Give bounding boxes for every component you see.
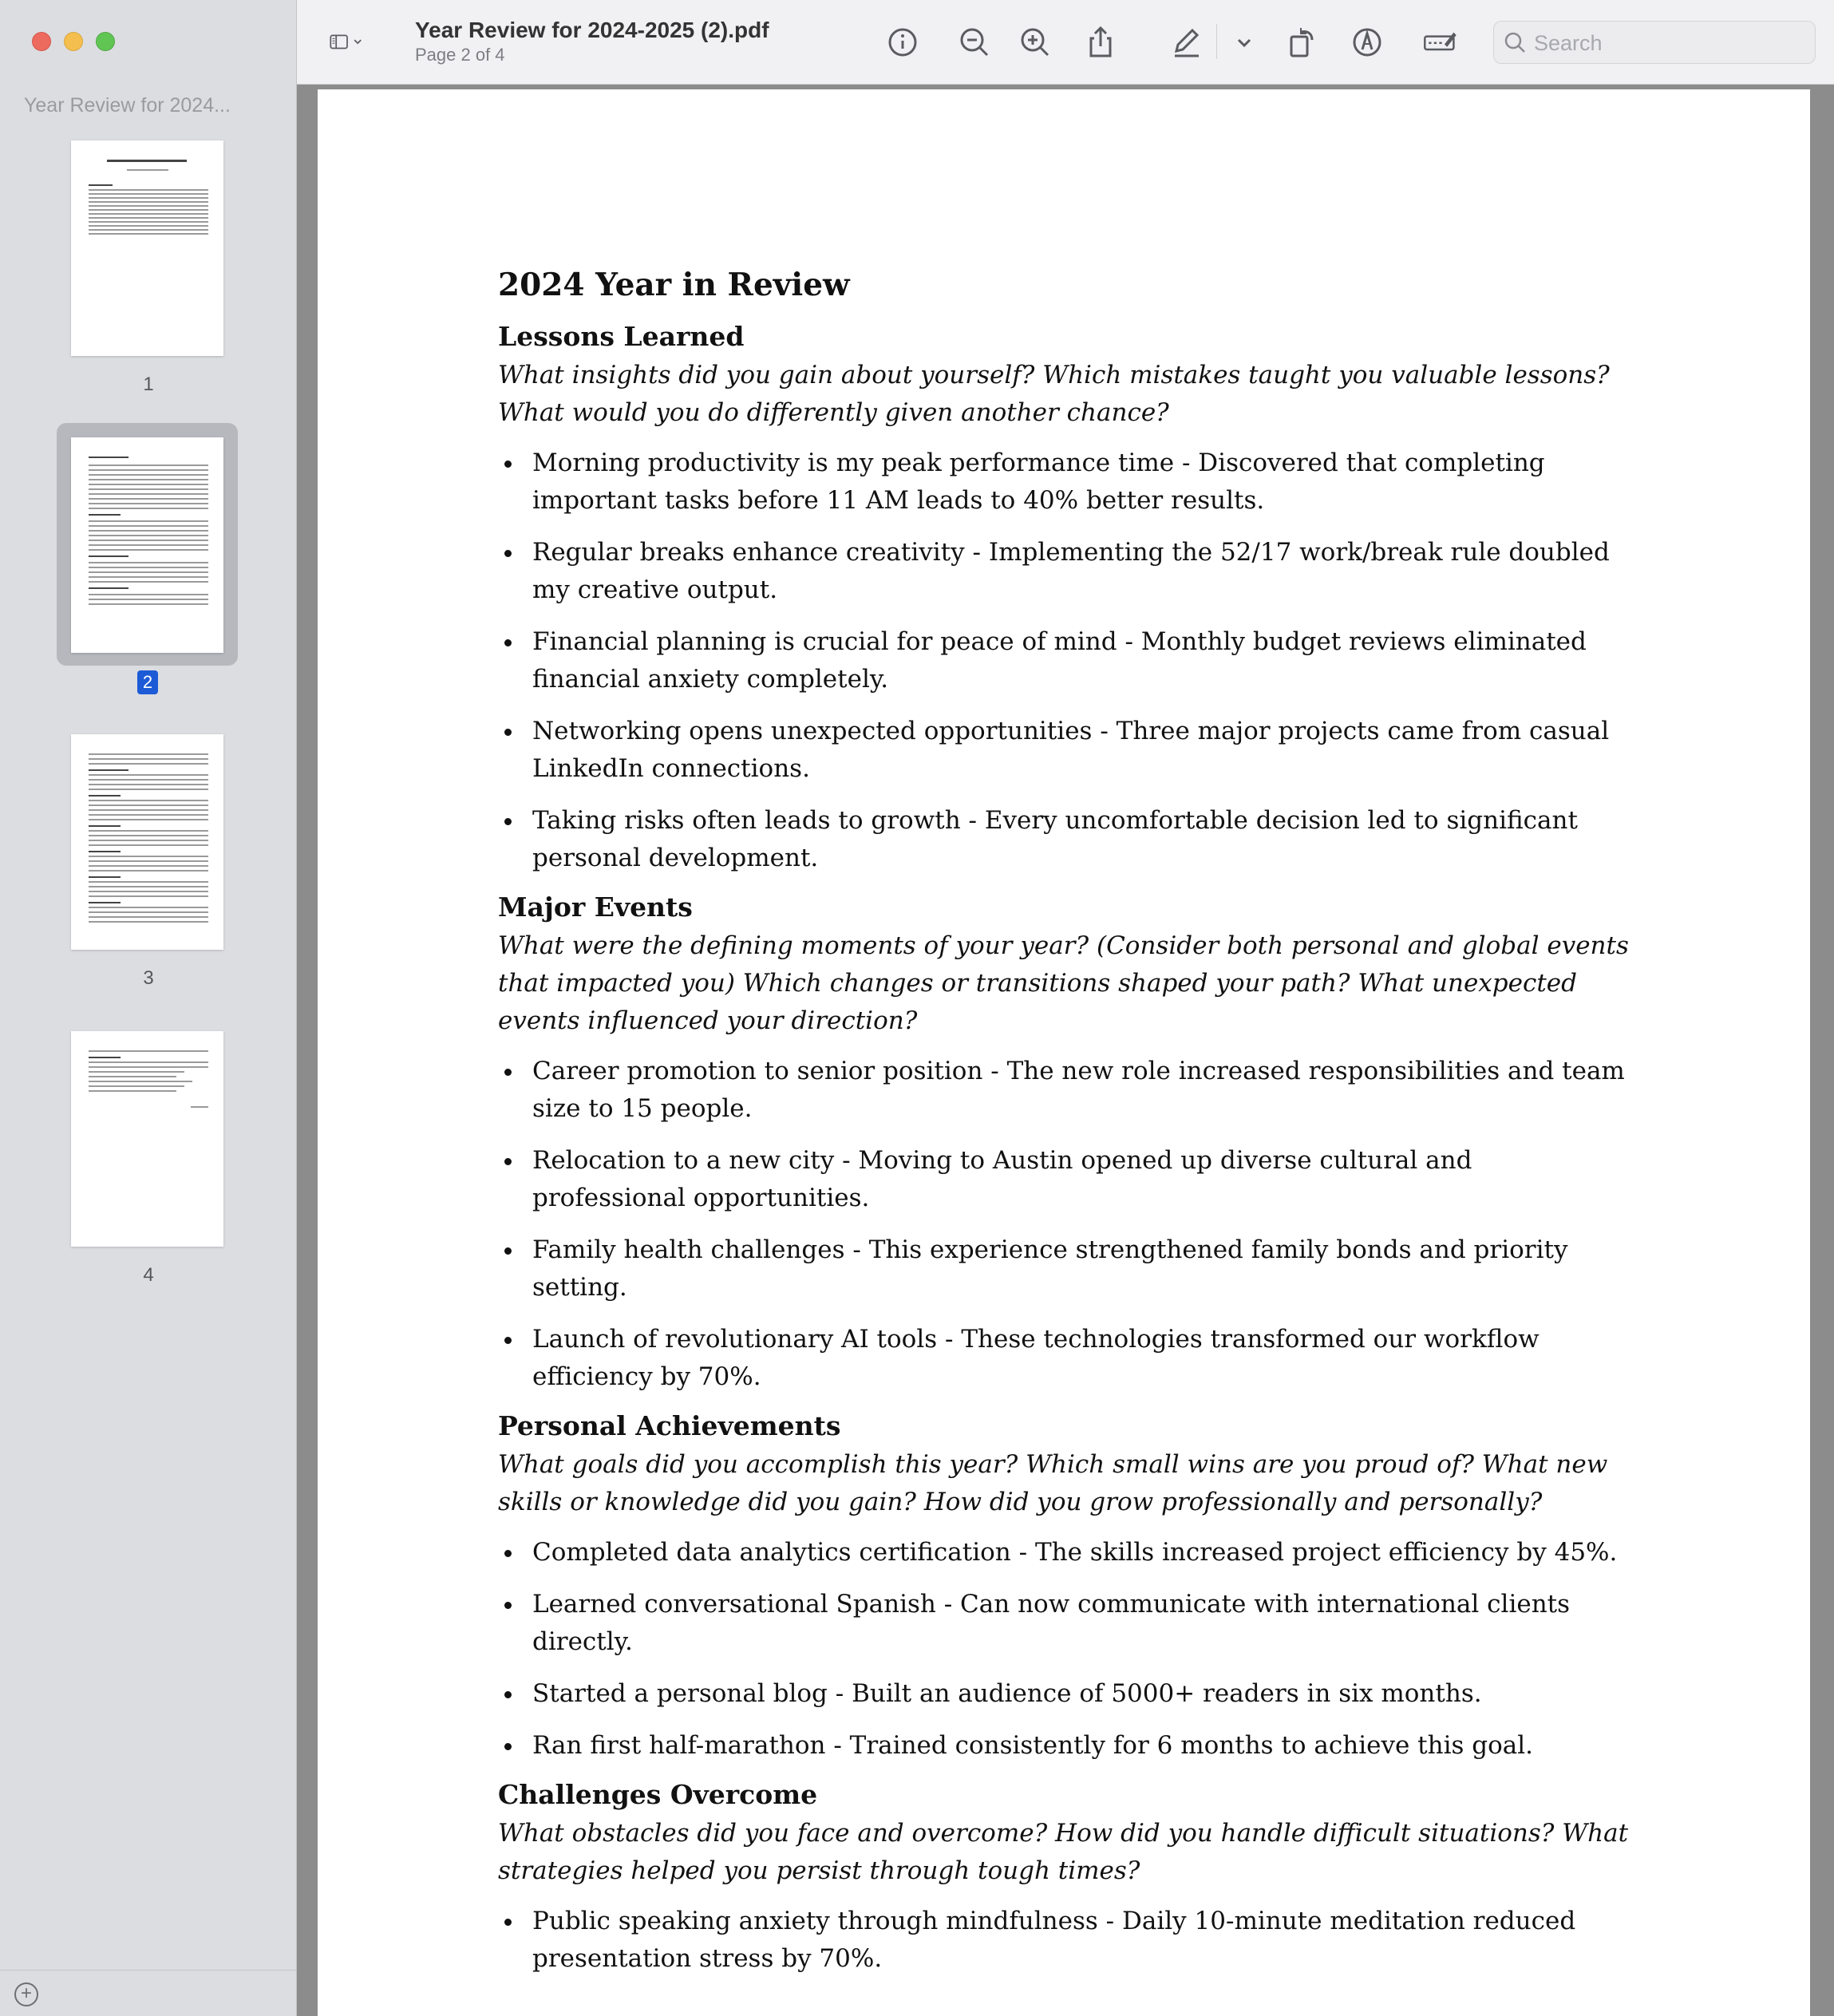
thumbnail-label-1: 1 (143, 374, 154, 395)
section-title-achievements: Personal Achievements (498, 1410, 841, 1441)
list-item: Started a personal blog - Built an audience of 5000+ readers in six months. (498, 1675, 1631, 1713)
list-item: Taking risks often leads to growth - Every uncomfortable decision led to significant personal development. (498, 802, 1631, 877)
section-title-events: Major Events (498, 891, 693, 923)
section-list-achievements (498, 1534, 1631, 1765)
search-field[interactable] (1493, 21, 1816, 64)
chevron-down-icon (1226, 24, 1263, 61)
section-prompt-challenges: What obstacles did you face and overcome? How did you handle difficult situations? What strategies helped you persist through tough times? (498, 1819, 1629, 1885)
thumbnail-page-4[interactable] (71, 1031, 223, 1247)
thumbnail-label-2: 2 (137, 670, 158, 694)
zoom-out-button[interactable] (956, 24, 993, 61)
markup-button[interactable] (1168, 24, 1205, 61)
list-item: Learned conversational Spanish - Can now communicate with international clients directly. (498, 1586, 1631, 1661)
minimize-window-button[interactable] (64, 32, 83, 51)
pdf-page (318, 89, 1810, 2016)
zoom-in-button[interactable] (1017, 24, 1053, 61)
markup-menu-button[interactable] (1226, 24, 1250, 61)
window-controls (32, 32, 115, 51)
form-filling-button[interactable] (1422, 24, 1467, 61)
list-item: Financial planning is crucial for peace of mind - Monthly budget reviews eliminated financial anxiety completely. (498, 623, 1631, 698)
list-item: Networking opens unexpected opportunities - Three major projects came from casual LinkedIn connections. (498, 713, 1631, 788)
list-item: Regular breaks enhance creativity - Implementing the 52/17 work/break rule doubled my creative output. (498, 534, 1631, 609)
section-list-lessons (498, 445, 1631, 877)
search-icon (1502, 30, 1529, 57)
page-content (498, 267, 1631, 1978)
page-heading: 2024 Year in Review (498, 267, 850, 303)
section-title-challenges: Challenges Overcome (498, 1779, 818, 1810)
toolbar (297, 0, 1834, 85)
toolbar-separator (1216, 24, 1217, 59)
rotate-icon (1283, 24, 1320, 61)
section-title-lessons: Lessons Learned (498, 321, 745, 352)
annotate-button[interactable] (1349, 24, 1385, 61)
form-fill-icon (1422, 24, 1459, 61)
list-item: Family health challenges - This experience strengthened family bonds and priority setting. (498, 1231, 1631, 1306)
section-prompt-events: What were the defining moments of your year? (Consider both personal and global events that impacted you) Which changes or transitions shaped your path? What unexpected events influenced your direction? (498, 931, 1629, 1035)
list-item: Launch of revolutionary AI tools - These technologies transformed our workflow efficiency by 70%. (498, 1321, 1631, 1396)
add-page-icon[interactable]: + (14, 1982, 38, 2006)
thumbnail-label-4: 4 (143, 1264, 154, 1286)
sidebar-toggle-button[interactable] (329, 24, 393, 61)
section-prompt-lessons: What insights did you gain about yourself? Which mistakes taught you valuable lessons? What would you do differently given another chance? (498, 361, 1610, 427)
pencil-icon (1168, 24, 1205, 61)
document-title: Year Review for 2024-2025 (2).pdf (415, 18, 769, 42)
zoom-in-icon (1017, 24, 1053, 61)
pen-circle-icon (1349, 24, 1385, 61)
sidebar-icon (329, 24, 366, 61)
page-indicator: Page 2 of 4 (415, 45, 505, 65)
sidebar-divider (0, 1970, 297, 1971)
sidebar-title: Year Review for 2024... (24, 94, 231, 117)
info-icon (884, 24, 921, 61)
thumbnail-label-3: 3 (143, 967, 154, 989)
list-item: Ran first half-marathon - Trained consistently for 6 months to achieve this goal. (498, 1727, 1631, 1765)
list-item: Career promotion to senior position - The new role increased responsibilities and team size to 15 people. (498, 1053, 1631, 1128)
document-viewer[interactable] (297, 85, 1834, 2016)
zoom-window-button[interactable] (96, 32, 115, 51)
list-item: Completed data analytics certification - The skills increased project efficiency by 45%. (498, 1534, 1631, 1571)
list-item: Morning productivity is my peak performance time - Discovered that completing important tasks before 11 AM leads to 40% better results. (498, 445, 1631, 520)
thumbnail-page-3[interactable] (71, 734, 223, 950)
info-button[interactable] (884, 24, 921, 61)
share-button[interactable] (1082, 24, 1119, 61)
zoom-out-icon (956, 24, 993, 61)
thumbnail-page-1[interactable] (71, 140, 223, 356)
section-list-events (498, 1053, 1631, 1396)
share-icon (1082, 24, 1119, 61)
rotate-button[interactable] (1283, 24, 1320, 61)
list-item: Public speaking anxiety through mindfulness - Daily 10-minute meditation reduced presentation stress by 70%. (498, 1903, 1631, 1978)
close-window-button[interactable] (32, 32, 51, 51)
sidebar (0, 0, 297, 2016)
thumbnail-page-2[interactable] (71, 437, 223, 653)
section-prompt-achievements: What goals did you accomplish this year? Which small wins are you proud of? What new skills or knowledge did you gain? How did you grow professionally and personally? (498, 1450, 1608, 1516)
section-list-challenges (498, 1903, 1631, 1978)
list-item: Relocation to a new city - Moving to Austin opened up diverse cultural and professional opportunities. (498, 1142, 1631, 1217)
search-input[interactable] (1534, 28, 1805, 58)
